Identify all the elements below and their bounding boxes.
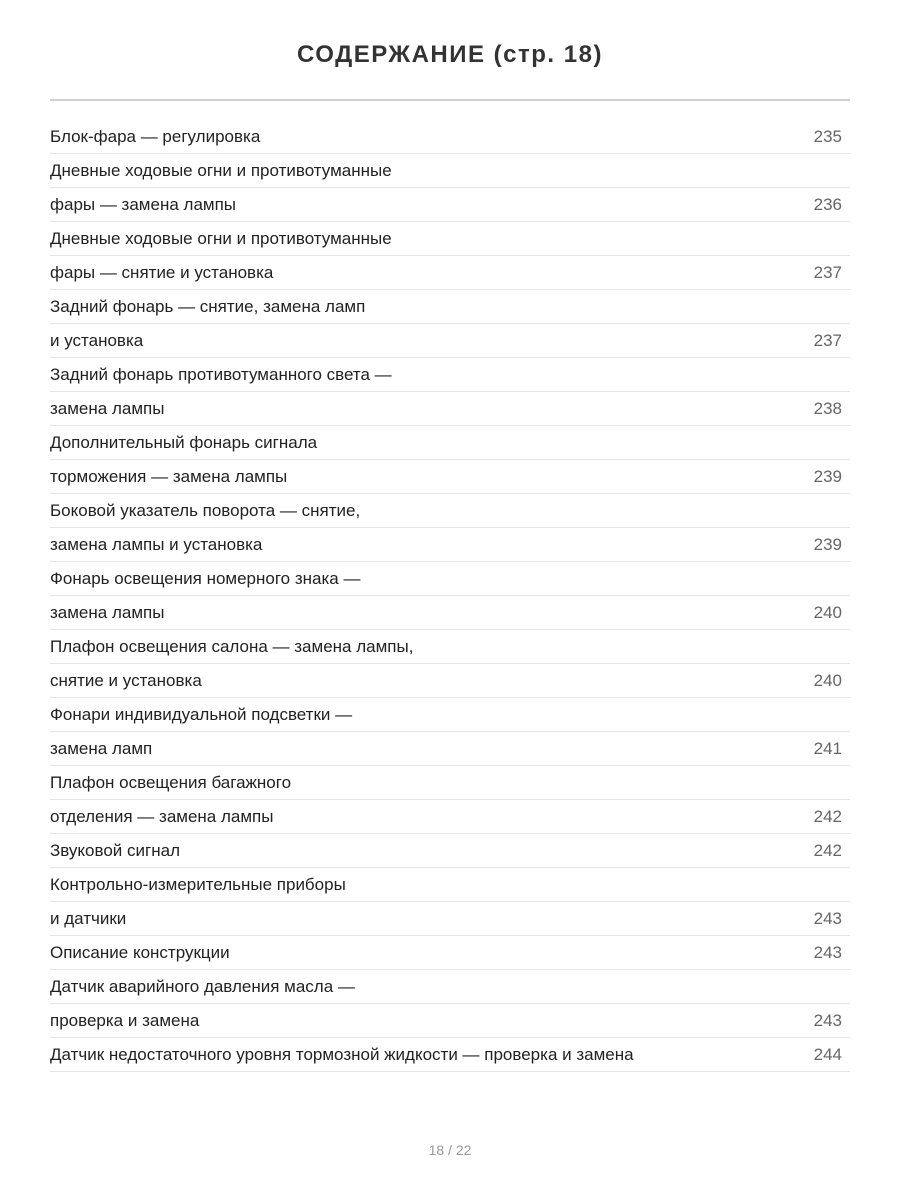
toc-entry <box>50 120 850 154</box>
page-number: 18 / 22 <box>428 1142 472 1158</box>
toc-entry-page-number: 240 <box>813 603 842 622</box>
toc-entry-title: Дневные ходовые огни и противотуманные <box>50 229 392 248</box>
page-title: СОДЕРЖАНИЕ (стр. 18) <box>297 41 603 68</box>
toc-entry <box>50 1038 850 1072</box>
toc-entry-title: Дополнительный фонарь сигнала <box>50 433 318 452</box>
toc-entry <box>50 970 850 1004</box>
toc-entry <box>50 188 850 222</box>
toc-entry-page-number: 241 <box>813 739 842 758</box>
toc-entry-title: Плафон освещения салона — замена лампы, <box>50 637 414 656</box>
toc-entry-page-number: 244 <box>813 1045 842 1064</box>
toc-entry <box>50 222 850 256</box>
toc-entry-title: Датчик недостаточного уровня тормозной жидкости — проверка и замена <box>50 1045 634 1064</box>
toc-entry-title: замена ламп <box>50 739 153 758</box>
toc-entry-title: Плафон освещения багажного <box>50 773 292 792</box>
toc-entry-page-number: 239 <box>813 535 842 554</box>
toc-entry <box>50 392 850 426</box>
toc-entry-title: Задний фонарь — снятие, замена ламп <box>50 297 366 316</box>
toc-entry-page-number: 236 <box>813 195 842 214</box>
toc-entry-title: Описание конструкции <box>50 943 230 962</box>
toc-entry-page-number: 239 <box>813 467 842 486</box>
toc-entry-title: проверка и замена <box>50 1011 200 1030</box>
toc-entry-title: отделения — замена лампы <box>50 807 274 826</box>
toc-entry-title: Фонарь освещения номерного знака — <box>50 569 361 588</box>
toc-entry-title: фары — замена лампы <box>50 195 237 214</box>
toc-entry-title: замена лампы <box>50 603 165 622</box>
toc-entry <box>50 936 850 970</box>
toc-entry <box>50 494 850 528</box>
toc-entry-title: фары — снятие и установка <box>50 263 274 282</box>
toc-entry <box>50 596 850 630</box>
toc-entry <box>50 698 850 732</box>
toc-entry <box>50 800 850 834</box>
toc-entry-title: и датчики <box>50 909 127 928</box>
toc-entry <box>50 732 850 766</box>
toc-entry-page-number: 242 <box>813 807 842 826</box>
toc-entry <box>50 902 850 936</box>
toc-entry-title: Фонари индивидуальной подсветки — <box>50 705 353 724</box>
toc-entry-page-number: 243 <box>813 909 842 928</box>
toc-entry-page-number: 243 <box>813 1011 842 1030</box>
toc-entry <box>50 528 850 562</box>
toc-entry <box>50 426 850 460</box>
toc-entry-page-number: 237 <box>813 263 842 282</box>
toc-entry-title: Звуковой сигнал <box>50 841 180 860</box>
toc-entry <box>50 154 850 188</box>
toc-entry <box>50 630 850 664</box>
toc-entry-title: замена лампы и установка <box>50 535 263 554</box>
toc-entry <box>50 256 850 290</box>
toc-entry <box>50 358 850 392</box>
toc-entry-title: снятие и установка <box>50 671 202 690</box>
title-divider <box>50 99 850 101</box>
toc-entry-title: и установка <box>50 331 144 350</box>
toc-entry-page-number: 243 <box>813 943 842 962</box>
toc-entry-title: торможения — замена лампы <box>50 467 288 486</box>
toc-entry-title: Дневные ходовые огни и противотуманные <box>50 161 392 180</box>
toc-entry <box>50 324 850 358</box>
toc-entry-page-number: 240 <box>813 671 842 690</box>
toc-list <box>50 120 850 1072</box>
toc-entry-title: замена лампы <box>50 399 165 418</box>
toc-entry <box>50 868 850 902</box>
toc-entry-title: Контрольно-измерительные приборы <box>50 875 346 894</box>
toc-entry <box>50 290 850 324</box>
toc-entry <box>50 1004 850 1038</box>
toc-entry-page-number: 237 <box>813 331 842 350</box>
toc-entry <box>50 562 850 596</box>
toc-entry <box>50 834 850 868</box>
toc-entry <box>50 664 850 698</box>
toc-entry-title: Датчик аварийного давления масла — <box>50 977 355 996</box>
toc-entry-page-number: 235 <box>813 127 842 146</box>
toc-entry-title: Боковой указатель поворота — снятие, <box>50 501 361 520</box>
toc-entry-page-number: 242 <box>813 841 842 860</box>
toc-entry <box>50 766 850 800</box>
toc-entry-page-number: 238 <box>813 399 842 418</box>
toc-entry-title: Задний фонарь противотуманного света — <box>50 365 392 384</box>
toc-entry <box>50 460 850 494</box>
toc-entry-title: Блок-фара — регулировка <box>50 127 261 146</box>
